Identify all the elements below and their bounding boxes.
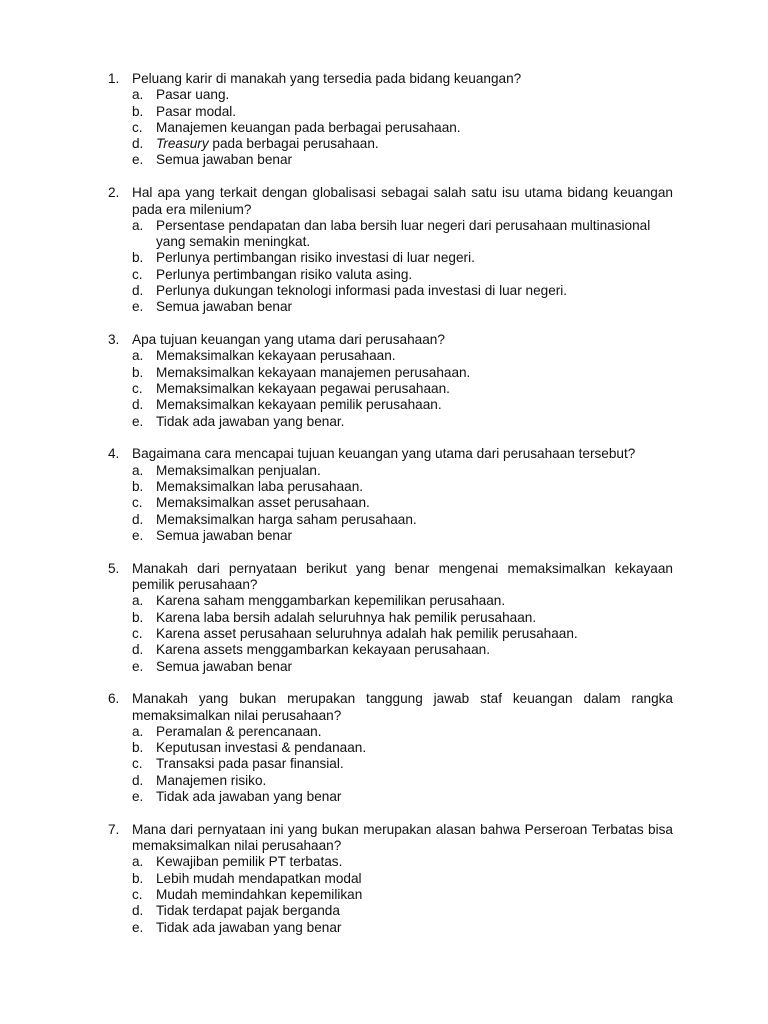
option-letter: a. xyxy=(132,87,144,103)
question-text: Hal apa yang terkait dengan globalisasi sebagai salah satu isu utama bidang keuangan pada era milenium? xyxy=(132,185,673,217)
answer-option xyxy=(108,626,673,642)
option-text: Memaksimalkan laba perusahaan. xyxy=(156,479,364,495)
option-text: Semua jawaban benar xyxy=(156,152,293,168)
question-row xyxy=(108,561,673,594)
answer-option xyxy=(108,87,673,103)
option-text: Semua jawaban benar xyxy=(156,658,293,674)
answer-option xyxy=(108,381,673,397)
option-letter: b. xyxy=(132,103,144,119)
option-text: Karena laba bersih adalah seluruhnya hak pemilik perusahaan. xyxy=(156,609,537,625)
option-letter: d. xyxy=(132,397,144,413)
answer-option xyxy=(108,348,673,364)
option-letter: a. xyxy=(132,593,144,609)
answer-options xyxy=(108,854,673,935)
option-letter: d. xyxy=(132,642,144,658)
question-row xyxy=(108,71,673,87)
answer-option xyxy=(108,593,673,609)
option-letter: c. xyxy=(132,381,143,397)
option-letter: b. xyxy=(132,364,144,380)
option-letter: c. xyxy=(132,756,143,772)
option-letter: d. xyxy=(132,903,144,919)
option-letter: e. xyxy=(132,919,144,935)
option-letter: c. xyxy=(132,887,143,903)
question-row xyxy=(108,185,673,218)
question-item xyxy=(108,332,673,430)
question-list xyxy=(108,71,673,952)
option-letter: d. xyxy=(132,283,144,299)
option-text: Karena saham menggambarkan kepemilikan perusahaan. xyxy=(156,593,506,609)
answer-option xyxy=(108,854,673,870)
answer-option xyxy=(108,299,673,315)
answer-option xyxy=(108,463,673,479)
option-text: Perlunya pertimbangan risiko investasi di luar negeri. xyxy=(156,250,475,266)
answer-option xyxy=(108,136,673,152)
option-text: Semua jawaban benar xyxy=(156,299,293,315)
question-item xyxy=(108,71,673,169)
option-text: Perlunya dukungan teknologi informasi pada investasi di luar negeri. xyxy=(156,283,568,299)
answer-option xyxy=(108,773,673,789)
option-text: Pasar modal. xyxy=(156,103,237,119)
option-text: Perlunya pertimbangan risiko valuta asing. xyxy=(156,266,413,282)
option-letter: b. xyxy=(132,740,144,756)
option-text: Peramalan & perencanaan. xyxy=(156,723,322,739)
answer-option xyxy=(108,250,673,266)
answer-option xyxy=(108,104,673,120)
question-item xyxy=(108,185,673,315)
answer-options xyxy=(108,87,673,168)
option-letter: a. xyxy=(132,217,144,233)
answer-option xyxy=(108,414,673,430)
option-letter: c. xyxy=(132,625,143,641)
option-letter: d. xyxy=(132,772,144,788)
option-letter: d. xyxy=(132,511,144,527)
option-text: Tidak ada jawaban yang benar xyxy=(156,919,342,935)
option-text: Karena assets menggambarkan kekayaan perusahaan. xyxy=(156,642,491,658)
question-row xyxy=(108,691,673,724)
option-letter: b. xyxy=(132,609,144,625)
answer-option xyxy=(108,512,673,528)
option-letter: e. xyxy=(132,527,144,543)
answer-options xyxy=(108,593,673,674)
option-text: Persentase pendapatan dan laba bersih luar negeri dari perusahaan multinasional yang semakin meningkat. xyxy=(156,217,651,250)
question-number: 5. xyxy=(108,560,120,576)
answer-option xyxy=(108,495,673,511)
question-number: 3. xyxy=(108,332,120,348)
answer-option xyxy=(108,789,673,805)
answer-option xyxy=(108,610,673,626)
option-text: Semua jawaban benar xyxy=(156,527,293,543)
question-number: 6. xyxy=(108,691,120,707)
option-text: Manajemen risiko. xyxy=(156,772,267,788)
question-text: Mana dari pernyataan ini yang bukan merupakan alasan bahwa Perseroan Terbatas bisa memaksimalkan nilai perusahaan? xyxy=(132,821,673,854)
answer-option xyxy=(108,365,673,381)
question-number: 4. xyxy=(108,446,120,462)
option-text: Manajemen keuangan pada berbagai perusahaan. xyxy=(156,119,461,135)
option-letter: a. xyxy=(132,462,144,478)
option-text: Memaksimalkan kekayaan pegawai perusahaan. xyxy=(156,381,450,397)
question-text: Peluang karir di manakah yang tersedia pada bidang keuangan? xyxy=(132,71,522,86)
answer-option xyxy=(108,120,673,136)
option-letter: c. xyxy=(132,266,143,282)
option-text: Tidak ada jawaban yang benar. xyxy=(156,413,345,429)
option-letter: b. xyxy=(132,870,144,886)
option-letter: b. xyxy=(132,250,144,266)
question-number: 7. xyxy=(108,821,120,837)
option-letter: c. xyxy=(132,119,143,135)
option-text: Memaksimalkan penjualan. xyxy=(156,462,321,478)
option-text: Memaksimalkan kekayaan manajemen perusahaan. xyxy=(156,364,471,380)
option-letter: a. xyxy=(132,348,144,364)
option-letter: e. xyxy=(132,299,144,315)
answer-options xyxy=(108,348,673,429)
option-text: Memaksimalkan asset perusahaan. xyxy=(156,495,370,511)
question-row xyxy=(108,446,673,462)
question-item xyxy=(108,561,673,675)
answer-option xyxy=(108,528,673,544)
answer-option xyxy=(108,218,673,251)
question-text: Bagaimana cara mencapai tujuan keuangan yang utama dari perusahaan tersebut? xyxy=(132,446,636,462)
option-text: Memaksimalkan harga saham perusahaan. xyxy=(156,511,417,527)
option-letter: a. xyxy=(132,854,144,870)
option-italic-term: Treasury xyxy=(156,136,209,152)
answer-option xyxy=(108,756,673,772)
question-row xyxy=(108,822,673,855)
answer-option xyxy=(108,397,673,413)
option-text: Transaksi pada pasar finansial. xyxy=(156,756,344,772)
option-text: Mudah memindahkan kepemilikan xyxy=(156,887,363,903)
answer-option xyxy=(108,479,673,495)
question-row xyxy=(108,332,673,348)
question-text: Manakah dari pernyataan berikut yang benar mengenai memaksimalkan kekayaan pemilik perusahaan? xyxy=(132,560,673,593)
option-text: Memaksimalkan kekayaan pemilik perusahaan. xyxy=(156,397,442,413)
answer-option xyxy=(108,740,673,756)
answer-options xyxy=(108,218,673,316)
option-letter: d. xyxy=(132,136,144,152)
option-text-rest: pada berbagai perusahaan. xyxy=(208,136,379,152)
option-letter: e. xyxy=(132,789,144,805)
option-text: Tidak ada jawaban yang benar xyxy=(156,789,342,805)
option-text xyxy=(156,136,673,152)
question-number: 1. xyxy=(108,71,120,86)
answer-option xyxy=(108,724,673,740)
option-text: Karena asset perusahaan seluruhnya adalah hak pemilik perusahaan. xyxy=(156,625,578,641)
option-letter: a. xyxy=(132,723,144,739)
answer-option xyxy=(108,887,673,903)
answer-option xyxy=(108,871,673,887)
question-item xyxy=(108,822,673,936)
answer-option xyxy=(108,659,673,675)
question-number: 2. xyxy=(108,185,120,201)
option-letter: b. xyxy=(132,479,144,495)
answer-option xyxy=(108,152,673,168)
question-text: Manakah yang bukan merupakan tanggung jawab staf keuangan dalam rangka memaksimalkan nilai perusahaan? xyxy=(132,691,673,723)
option-text: Kewajiban pemilik PT terbatas. xyxy=(156,854,343,870)
answer-options xyxy=(108,724,673,805)
option-text: Pasar uang. xyxy=(156,87,230,103)
answer-option xyxy=(108,903,673,919)
option-letter: e. xyxy=(132,152,144,168)
answer-options xyxy=(108,463,673,544)
option-text: Lebih mudah mendapatkan modal xyxy=(156,870,362,886)
option-letter: c. xyxy=(132,495,143,511)
option-text: Tidak terdapat pajak berganda xyxy=(156,903,340,919)
answer-option xyxy=(108,920,673,936)
question-item xyxy=(108,691,673,805)
option-text: Memaksimalkan kekayaan perusahaan. xyxy=(156,348,396,364)
option-text: Keputusan investasi & pendanaan. xyxy=(156,740,367,756)
option-letter: e. xyxy=(132,658,144,674)
option-letter: e. xyxy=(132,413,144,429)
question-item xyxy=(108,446,673,544)
answer-option xyxy=(108,283,673,299)
answer-option xyxy=(108,642,673,658)
question-text: Apa tujuan keuangan yang utama dari perusahaan? xyxy=(132,332,445,348)
answer-option xyxy=(108,267,673,283)
